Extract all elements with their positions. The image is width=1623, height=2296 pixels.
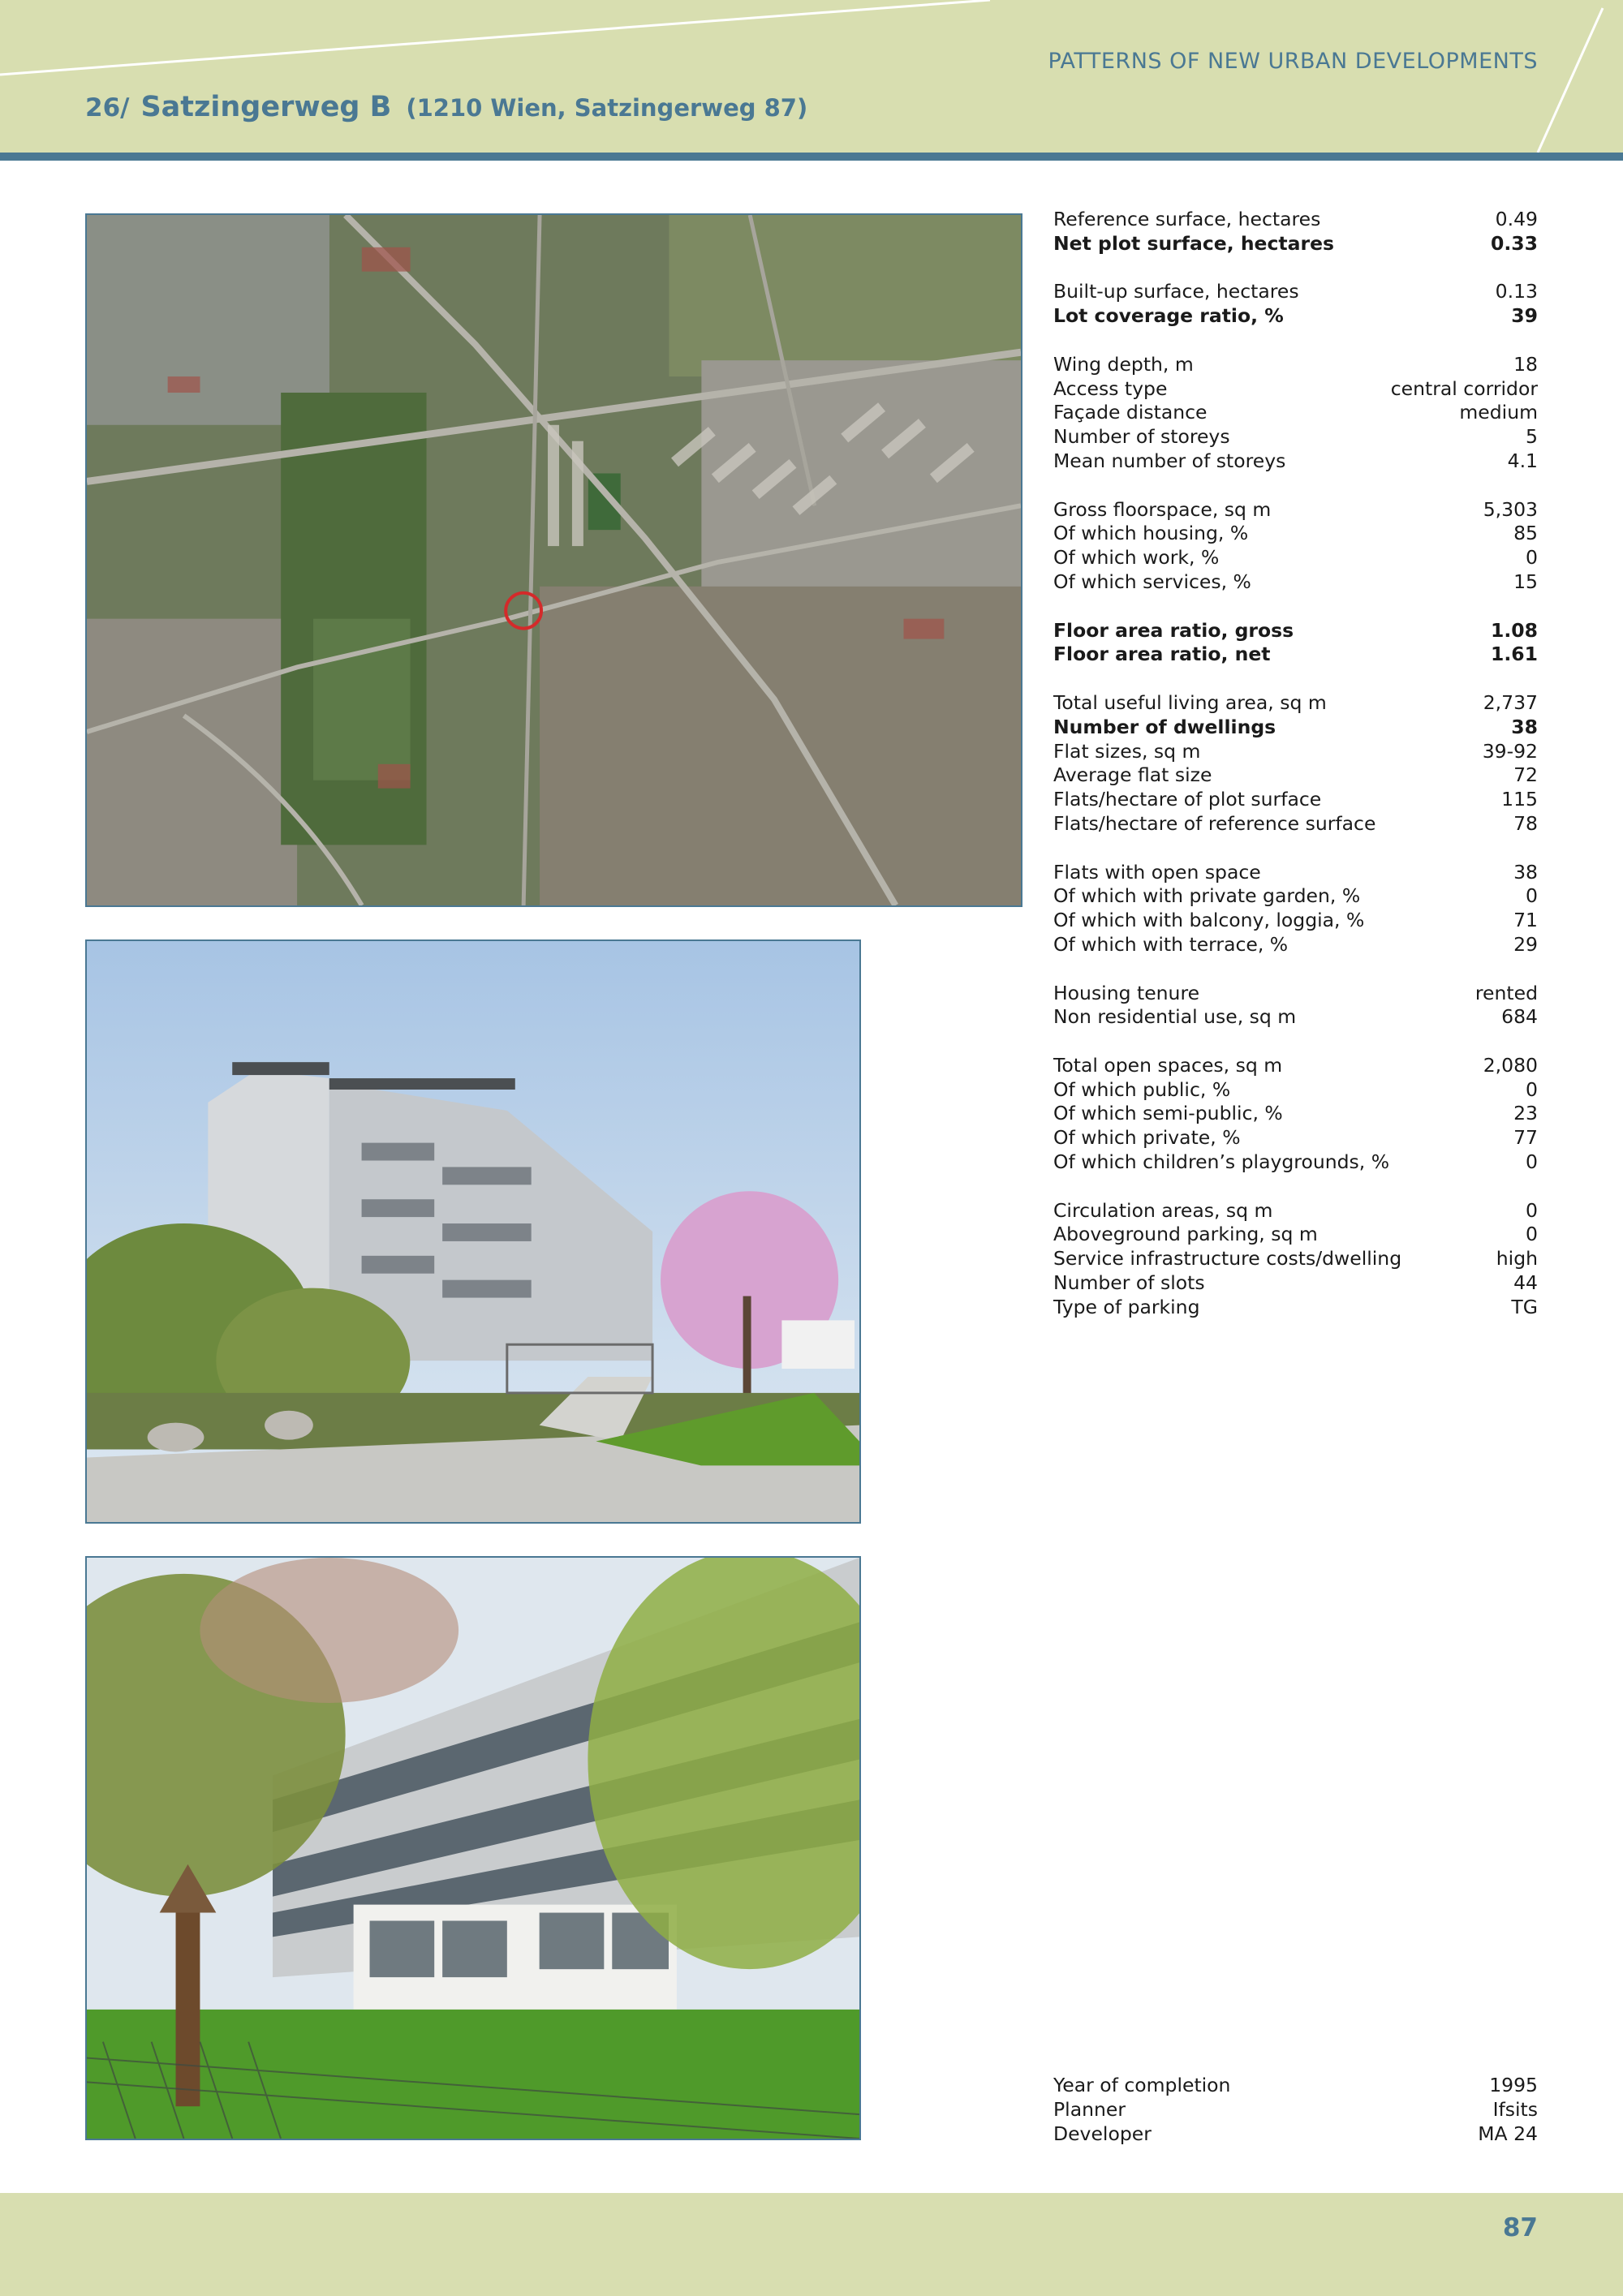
stat-row bbox=[1053, 1296, 1538, 1320]
stat-row bbox=[1053, 909, 1538, 933]
stat-value: 72 bbox=[1513, 763, 1538, 787]
stat-label: Average flat size bbox=[1053, 763, 1212, 787]
stat-row bbox=[1053, 643, 1538, 667]
stat-label: Total useful living area, sq m bbox=[1053, 690, 1327, 714]
stat-value: 115 bbox=[1501, 788, 1538, 811]
stat-value: central corridor bbox=[1390, 376, 1538, 400]
stat-row bbox=[1053, 691, 1538, 716]
stat-value: medium bbox=[1459, 401, 1538, 424]
stat-label: Number of slots bbox=[1053, 1271, 1205, 1295]
stat-row bbox=[1053, 1271, 1538, 1296]
stat-row bbox=[1053, 208, 1538, 232]
spacer bbox=[1053, 957, 1538, 982]
stat-row bbox=[1053, 812, 1538, 836]
project-address: (1210 Wien, Satzingerweg 87) bbox=[406, 94, 808, 122]
stat-row bbox=[1053, 1223, 1538, 1247]
stat-label: Access type bbox=[1053, 376, 1168, 400]
stat-value: 78 bbox=[1513, 811, 1538, 835]
stat-value: 0 bbox=[1526, 1223, 1538, 1246]
stat-row bbox=[1053, 2074, 1538, 2098]
stat-label: Aboveground parking, sq m bbox=[1053, 1223, 1318, 1246]
stat-value: 44 bbox=[1513, 1271, 1538, 1295]
stat-value: 18 bbox=[1513, 352, 1538, 376]
stat-label: Service infrastructure costs/dwelling bbox=[1053, 1247, 1402, 1271]
stat-row bbox=[1053, 763, 1538, 788]
stat-row bbox=[1053, 740, 1538, 764]
header-rule bbox=[0, 153, 1623, 161]
stat-row bbox=[1053, 1102, 1538, 1126]
stat-label: Circulation areas, sq m bbox=[1053, 1198, 1273, 1222]
stat-value: MA 24 bbox=[1478, 2122, 1538, 2145]
stat-value: 23 bbox=[1513, 1102, 1538, 1125]
stat-row bbox=[1053, 522, 1538, 546]
stat-label: Of which with balcony, loggia, % bbox=[1053, 909, 1365, 932]
page-title bbox=[85, 91, 807, 123]
stat-value: 39-92 bbox=[1482, 739, 1538, 763]
stat-row bbox=[1053, 232, 1538, 256]
stat-value: 39 bbox=[1511, 304, 1538, 328]
statistics-table bbox=[1053, 208, 1538, 1320]
stat-value: 4.1 bbox=[1507, 449, 1538, 472]
stat-value: 2,737 bbox=[1483, 690, 1538, 714]
stat-label: Floor area ratio, net bbox=[1053, 643, 1271, 666]
stat-label: Of which semi-public, % bbox=[1053, 1102, 1283, 1125]
stat-value: TG bbox=[1511, 1295, 1538, 1318]
stat-label: Housing tenure bbox=[1053, 981, 1200, 1004]
page-number: 87 bbox=[1502, 2213, 1538, 2242]
stat-value: high bbox=[1496, 1247, 1538, 1271]
stat-label: Floor area ratio, gross bbox=[1053, 618, 1294, 642]
stat-row bbox=[1053, 304, 1538, 329]
stat-row bbox=[1053, 2098, 1538, 2122]
spacer bbox=[1053, 667, 1538, 691]
stat-label: Developer bbox=[1053, 2122, 1152, 2145]
header-band bbox=[0, 0, 1623, 153]
stat-row bbox=[1053, 570, 1538, 595]
stat-row bbox=[1053, 401, 1538, 425]
stat-row bbox=[1053, 280, 1538, 304]
spacer bbox=[1053, 474, 1538, 498]
stat-value: 85 bbox=[1513, 522, 1538, 545]
spacer bbox=[1053, 329, 1538, 353]
stat-label: Number of storeys bbox=[1053, 425, 1230, 449]
stat-label: Gross floorspace, sq m bbox=[1053, 497, 1272, 521]
series-title: PATTERNS OF NEW URBAN DEVELOPMENTS bbox=[1048, 49, 1538, 74]
stat-label: Of which children’s playgrounds, % bbox=[1053, 1150, 1390, 1174]
stat-label: Mean number of storeys bbox=[1053, 449, 1286, 472]
spacer bbox=[1053, 595, 1538, 619]
spacer bbox=[1053, 1030, 1538, 1054]
stat-value: 38 bbox=[1511, 715, 1538, 738]
stat-label: Planner bbox=[1053, 2097, 1126, 2121]
stat-value: 71 bbox=[1513, 909, 1538, 932]
stat-label: Flats/hectare of plot surface bbox=[1053, 788, 1322, 811]
stat-value: 0 bbox=[1526, 1198, 1538, 1222]
stat-label: Of which with private garden, % bbox=[1053, 884, 1361, 908]
stat-row bbox=[1053, 716, 1538, 740]
stat-row bbox=[1053, 377, 1538, 402]
stat-value: 0.33 bbox=[1491, 231, 1538, 255]
stat-label: Flats with open space bbox=[1053, 860, 1261, 884]
stat-value: 684 bbox=[1501, 1005, 1538, 1029]
stat-row bbox=[1053, 1199, 1538, 1223]
stat-value: 1.61 bbox=[1491, 643, 1538, 666]
header-decoration-lines bbox=[0, 0, 1623, 153]
stat-row bbox=[1053, 933, 1538, 957]
stat-value: 29 bbox=[1513, 932, 1538, 956]
stat-label: Flat sizes, sq m bbox=[1053, 739, 1201, 763]
spacer bbox=[1053, 836, 1538, 861]
stat-value: Ifsits bbox=[1492, 2097, 1538, 2121]
stat-value: 5 bbox=[1526, 425, 1538, 449]
stat-value: 1995 bbox=[1489, 2074, 1538, 2096]
stat-label: Non residential use, sq m bbox=[1053, 1005, 1297, 1029]
stat-row bbox=[1053, 1054, 1538, 1078]
spacer bbox=[1053, 256, 1538, 281]
building-garden-photo bbox=[85, 1556, 861, 2140]
stat-row bbox=[1053, 1005, 1538, 1030]
stat-label: Of which with terrace, % bbox=[1053, 932, 1289, 956]
stat-label: Lot coverage ratio, % bbox=[1053, 304, 1284, 328]
stat-row bbox=[1053, 861, 1538, 885]
stat-label: Of which private, % bbox=[1053, 1126, 1241, 1150]
stat-label: Flats/hectare of reference surface bbox=[1053, 811, 1376, 835]
stat-label: Of which public, % bbox=[1053, 1077, 1231, 1101]
stat-label: Type of parking bbox=[1053, 1295, 1200, 1318]
stat-row bbox=[1053, 1150, 1538, 1175]
stat-label: Of which housing, % bbox=[1053, 522, 1249, 545]
stat-row bbox=[1053, 498, 1538, 522]
stat-value: 15 bbox=[1513, 570, 1538, 593]
stat-row bbox=[1053, 982, 1538, 1006]
project-name: Satzingerweg B bbox=[140, 91, 392, 123]
stat-label: Year of completion bbox=[1053, 2074, 1231, 2096]
stat-value: 1.08 bbox=[1491, 618, 1538, 642]
aerial-photo bbox=[85, 213, 1022, 907]
stat-row bbox=[1053, 788, 1538, 812]
stat-value: 0.49 bbox=[1495, 208, 1538, 230]
stat-row bbox=[1053, 353, 1538, 377]
stat-label: Net plot surface, hectares bbox=[1053, 231, 1335, 255]
stat-label: Wing depth, m bbox=[1053, 352, 1194, 376]
stat-row bbox=[1053, 1126, 1538, 1150]
entry-number: 26/ bbox=[85, 93, 130, 123]
stat-value: 0.13 bbox=[1495, 280, 1538, 303]
stat-value: rented bbox=[1474, 981, 1538, 1004]
stat-value: 77 bbox=[1513, 1126, 1538, 1150]
stat-label: Number of dwellings bbox=[1053, 715, 1276, 738]
stat-label: Built-up surface, hectares bbox=[1053, 280, 1299, 303]
stat-row bbox=[1053, 1078, 1538, 1103]
stat-value: 0 bbox=[1526, 1150, 1538, 1174]
stat-value: 2,080 bbox=[1483, 1053, 1538, 1077]
stat-label: Reference surface, hectares bbox=[1053, 208, 1321, 230]
stat-row bbox=[1053, 884, 1538, 909]
stat-row bbox=[1053, 1247, 1538, 1271]
stat-value: 0 bbox=[1526, 884, 1538, 908]
stat-label: Façade distance bbox=[1053, 401, 1208, 424]
stat-label: Of which services, % bbox=[1053, 570, 1251, 593]
building-street-photo bbox=[85, 939, 861, 1524]
stat-row bbox=[1053, 425, 1538, 449]
project-info bbox=[1053, 2074, 1538, 2146]
stat-label: Of which work, % bbox=[1053, 546, 1220, 570]
stat-label: Total open spaces, sq m bbox=[1053, 1053, 1283, 1077]
footer-band bbox=[0, 2193, 1623, 2296]
stat-value: 0 bbox=[1526, 546, 1538, 570]
stat-row bbox=[1053, 449, 1538, 474]
stat-value: 0 bbox=[1526, 1077, 1538, 1101]
stat-row bbox=[1053, 619, 1538, 643]
stat-row bbox=[1053, 546, 1538, 570]
stat-value: 38 bbox=[1513, 860, 1538, 884]
spacer bbox=[1053, 1175, 1538, 1199]
stat-row bbox=[1053, 2122, 1538, 2147]
stat-value: 5,303 bbox=[1483, 497, 1538, 521]
